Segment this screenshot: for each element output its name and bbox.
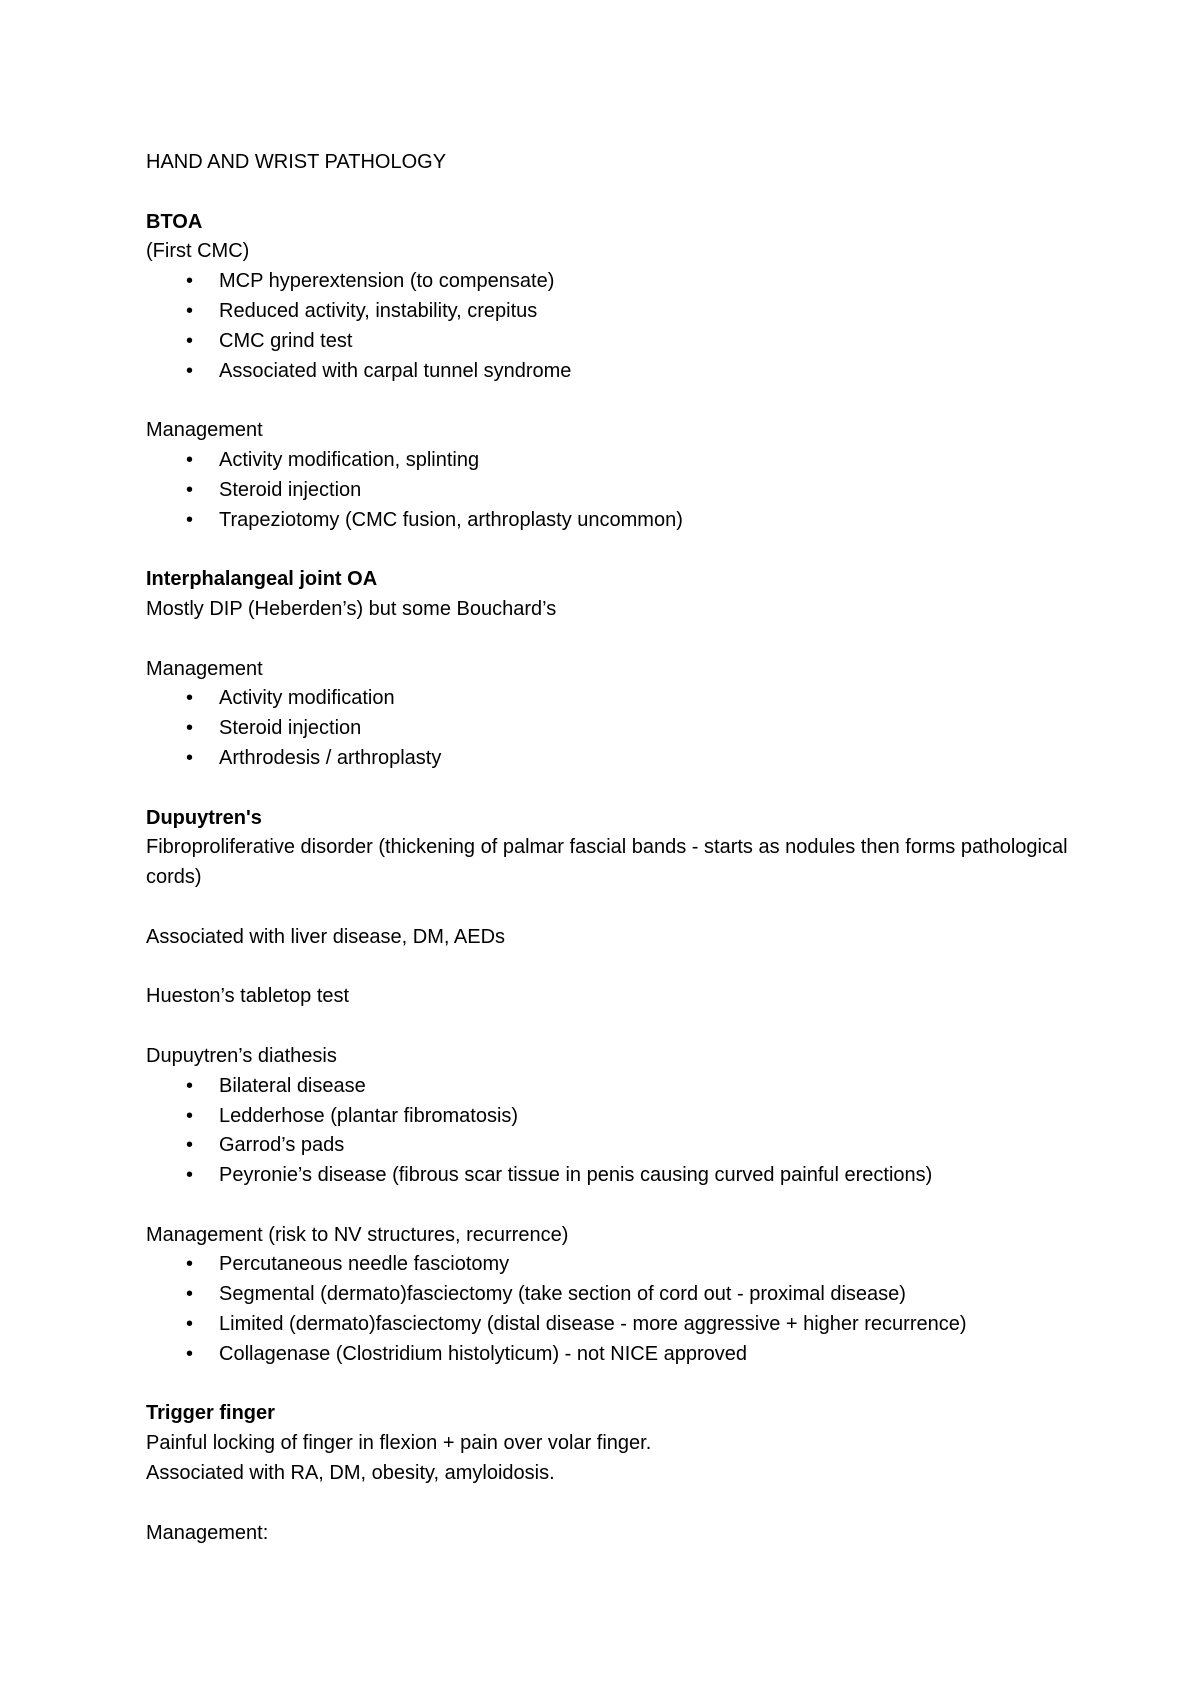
list-item: • Trapeziotomy (CMC fusion, arthroplasty uncommon) [146,506,1086,536]
bullet-icon: • [186,478,194,501]
list-item: • CMC grind test [146,327,1086,357]
bullet-icon: • [186,746,194,769]
bullet-icon: • [186,448,194,471]
bullet-icon: • [186,1074,194,1097]
dupuytrens-management-list [146,1250,1086,1369]
bullet-icon: • [186,329,194,352]
bullet-icon: • [186,1283,194,1306]
section-dupuytrens [146,804,1086,1370]
section-heading-ipj-oa: Interphalangeal joint OA [146,568,378,591]
list-item: • Activity modification [146,684,1086,714]
list-item: • Percutaneous needle fasciotomy [146,1250,1086,1280]
bullet-icon: • [186,1134,194,1157]
dupuytrens-description: Fibroproliferative disorder (thickening of palmar fascial bands - starts as nodules then forms pathological cords) [146,836,1068,889]
ipj-oa-management-list [146,684,1086,773]
list-item: • Segmental (dermato)fasciectomy (take section of cord out - proximal disease) [146,1280,1086,1310]
bullet-icon: • [186,1342,194,1365]
dupuytrens-test: Hueston’s tabletop test [146,985,350,1008]
list-item: • Limited (dermato)fasciectomy (distal disease - more aggressive + higher recurrence) [146,1310,1086,1340]
section-trigger-finger [146,1399,1086,1548]
list-item: • Steroid injection [146,714,1086,744]
list-item: • Peyronie’s disease (fibrous scar tissue in penis causing curved painful erections) [146,1161,1086,1191]
dupuytrens-diathesis-list [146,1072,1086,1191]
list-item: • Steroid injection [146,476,1086,506]
trigger-finger-line-1: Painful locking of finger in flexion + pain over volar finger. [146,1432,652,1455]
btoa-management-list [146,446,1086,535]
bullet-icon: • [186,359,194,382]
section-heading-btoa: BTOA [146,210,203,233]
dupuytrens-associations: Associated with liver disease, DM, AEDs [146,925,506,948]
list-item: • Garrod’s pads [146,1131,1086,1161]
list-item: • Reduced activity, instability, crepitus [146,297,1086,327]
btoa-management-label: Management [146,419,263,442]
document-title: HAND AND WRIST PATHOLOGY [146,151,447,173]
section-heading-trigger-finger: Trigger finger [146,1402,275,1425]
dupuytrens-diathesis-label: Dupuytren’s diathesis [146,1044,337,1067]
document-body [146,148,1086,1548]
list-item: • Collagenase (Clostridium histolyticum) - not NICE approved [146,1340,1086,1370]
section-ipj-oa [146,565,1086,774]
bullet-icon: • [186,299,194,322]
list-item: • Arthrodesis / arthroplasty [146,744,1086,774]
list-item: • Bilateral disease [146,1072,1086,1102]
bullet-icon: • [186,1253,194,1276]
section-heading-dupuytrens: Dupuytren's [146,806,262,829]
list-item: • Ledderhose (plantar fibromatosis) [146,1102,1086,1132]
trigger-finger-management-label: Management: [146,1521,269,1544]
btoa-subtitle: (First CMC) [146,240,250,263]
list-item: • Activity modification, splinting [146,446,1086,476]
list-item: • MCP hyperextension (to compensate) [146,267,1086,297]
btoa-features-list [146,267,1086,386]
dupuytrens-management-label: Management (risk to NV structures, recurrence) [146,1223,569,1246]
bullet-icon: • [186,1313,194,1336]
bullet-icon: • [186,1104,194,1127]
ipj-oa-description: Mostly DIP (Heberden’s) but some Bouchard’s [146,597,557,620]
section-btoa [146,208,1086,536]
bullet-icon: • [186,1164,194,1187]
bullet-icon: • [186,687,194,710]
trigger-finger-line-2: Associated with RA, DM, obesity, amyloidosis. [146,1462,555,1485]
list-item: • Associated with carpal tunnel syndrome [146,357,1086,387]
ipj-oa-management-label: Management [146,657,263,680]
bullet-icon: • [186,717,194,740]
bullet-icon: • [186,270,194,293]
bullet-icon: • [186,508,194,531]
